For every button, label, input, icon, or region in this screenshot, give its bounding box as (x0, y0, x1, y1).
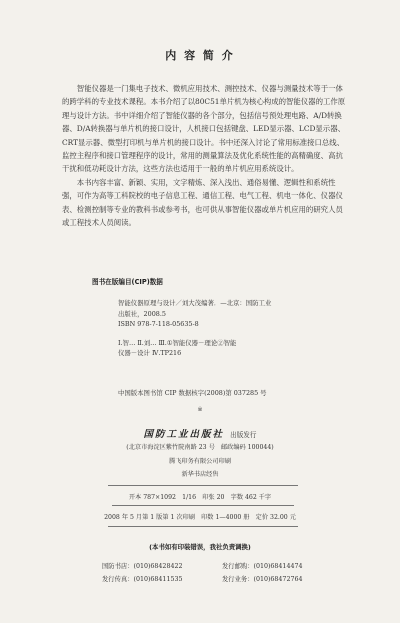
publisher-address: (北京市海淀区紫竹院南路 23 号 邮政编码 100044) (126, 444, 274, 451)
contact-row (102, 573, 322, 586)
separator-mark: ※ (197, 406, 203, 413)
contact-row (102, 560, 322, 573)
summary-paragraph-1: 智能仪器是一门集电子技术、微机应用技术、测控技术、仪器与测量技术等于一体的跨学科的专业技术课程。本书介绍了以80C51单片机为核心构成的智能仪器的工作原理与设计方法。书中详细介绍了智能仪器的各个部分，包括信号预处理电路、A/D转换器、D/A转换器与单片机的接口设计，人机接口包括键盘、LED显示器、LCD显示器、CRT显示器、微型打印机与单片机的接口设计。书中还深入讨论了常用标准接口总线、监控主程序和接口管理程序的设计，常用的测量算法及优化系统性能的高精确度、高抗干扰和低功耗设计方法，这些方法也适用于一般的单片机应用系统设计。 (62, 84, 346, 174)
divider (112, 505, 294, 506)
contact-bookstore: 国防书店：(010)68428422 (102, 563, 183, 570)
cip-record (118, 298, 358, 359)
divider (108, 485, 298, 486)
summary-title: 内 容 简 介 (165, 49, 235, 62)
cip-number: 中国版本图书馆 CIP 数据核字(2008)第 037285 号 (118, 389, 267, 397)
printer: 腾飞印务有限公司印刷 (169, 458, 231, 465)
summary-paragraph-2: 本书内容丰富、新颖、实用，文字精炼、深入浅出、通俗易懂、逻辑性和系统性强，可作为高等工科院校的电子信息工程、通信工程、电气工程、机电一体化、仪器仪表、检测控制等专业的教科书或参考书，也可供从事智能仪器或单片机应用的研究人员或工程技术人员阅读。 (62, 177, 343, 228)
publisher-action: 出版发行 (230, 431, 257, 439)
cip-subject-line: 仪器－设计 Ⅳ.TP216 (118, 349, 182, 357)
replacement-notice: (本书如有印装错误，我社负责调换) (149, 543, 251, 551)
cip-subject-line: Ⅰ.智… Ⅱ.刘… Ⅲ.①智能仪器－理论②智能 (118, 338, 237, 347)
spec-line-2: 2008 年 5 月第 1 版第 1 次印刷 印数 1—4000 册 定价 32.00 元 (104, 514, 296, 521)
spec-line-1: 开本 787×1092 1/16 印张 20 字数 462 千字 (128, 494, 272, 501)
cip-heading: 图书在版编目(CIP)数据 (92, 278, 163, 286)
distributor: 新华书店经售 (181, 471, 219, 478)
contact-business: 发行业务：(010)68472764 (222, 576, 303, 583)
cip-line: 智能仪器原理与设计／刘大茂编著．—北京：国防工业 (118, 299, 272, 307)
publisher-line (0, 426, 400, 440)
cip-isbn: ISBN 978-7-118-05635-8 (118, 320, 199, 328)
contact-list (102, 560, 322, 586)
contact-fax: 发行传真：(010)68411535 (102, 576, 183, 583)
contact-mail-order: 发行邮购：(010)68414474 (222, 563, 303, 570)
summary-body (62, 82, 350, 229)
cip-line: 出版社，2008.5 (118, 309, 166, 318)
divider (108, 526, 298, 527)
publisher-logo: 国防工业出版社 (143, 429, 225, 440)
